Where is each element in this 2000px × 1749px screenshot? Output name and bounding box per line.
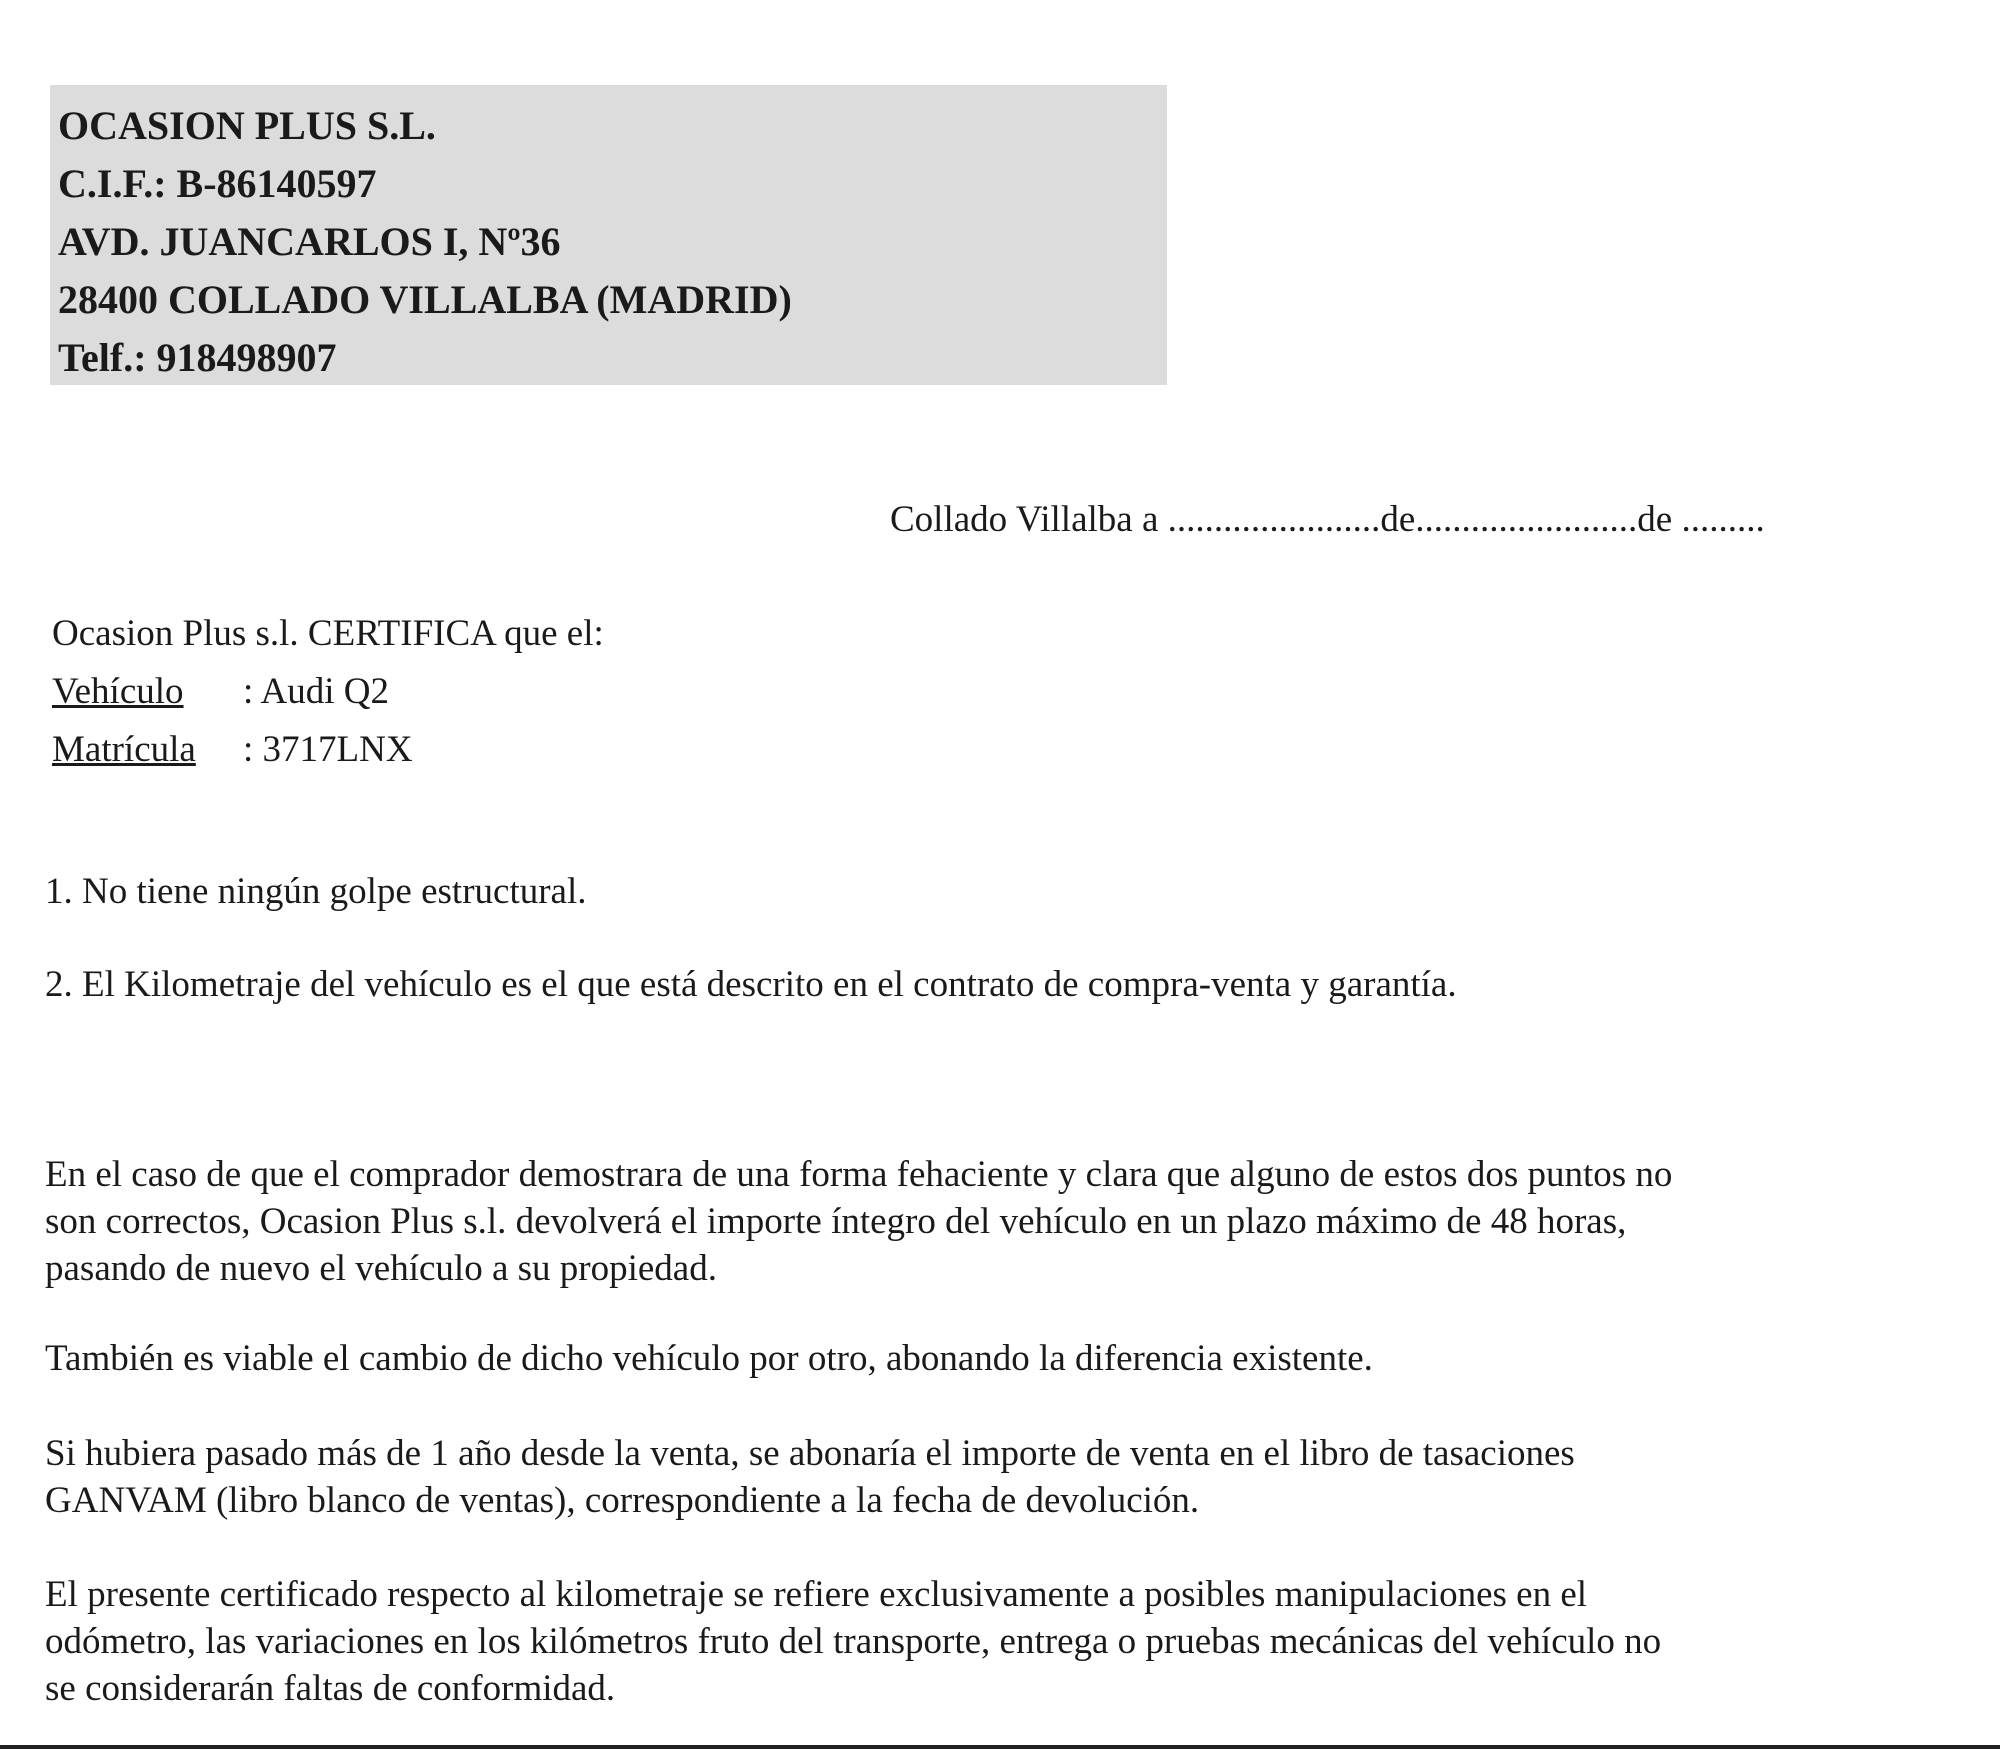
company-city: 28400 COLLADO VILLALBA (MADRID)	[58, 277, 792, 322]
refund-line: En el caso de que el comprador demostrara de una forma fehaciente y clara que alguno de estos dos puntos no	[45, 1154, 1673, 1195]
page-bottom-border	[0, 1745, 2000, 1749]
certification-block	[52, 605, 604, 779]
company-cif: C.I.F.: B-86140597	[58, 161, 377, 206]
after-year-line: GANVAM (libro blanco de ventas), correspondiente a la fecha de devolución.	[45, 1480, 1200, 1521]
refund-paragraph	[45, 1151, 1945, 1292]
refund-line: son correctos, Ocasion Plus s.l. devolverá el importe íntegro del vehículo en un plazo máximo de 48 horas,	[45, 1201, 1627, 1242]
point-2: 2. El Kilometraje del vehículo es el que está descrito en el contrato de compra-venta y garantía.	[45, 964, 1457, 1005]
mileage-line: El presente certificado respecto al kilometraje se refiere exclusivamente a posibles manipulaciones en el	[45, 1574, 1588, 1615]
mileage-paragraph	[45, 1571, 1945, 1712]
vehicle-value: : Audi Q2	[243, 671, 389, 712]
plate-label: Matrícula	[52, 729, 196, 770]
exchange-line: También es viable el cambio de dicho vehículo por otro, abonando la diferencia existente.	[45, 1338, 1373, 1379]
plate-row	[52, 721, 604, 779]
company-name: OCASION PLUS S.L.	[58, 103, 436, 148]
after-year-paragraph	[45, 1430, 1945, 1524]
point-1: 1. No tiene ningún golpe estructural.	[45, 871, 587, 912]
mileage-line: se considerarán faltas de conformidad.	[45, 1668, 616, 1709]
company-address: AVD. JUANCARLOS I, Nº36	[58, 219, 561, 264]
certification-intro: Ocasion Plus s.l. CERTIFICA que el:	[52, 613, 604, 654]
after-year-line: Si hubiera pasado más de 1 año desde la venta, se abonaría el importe de venta en el libro de tasaciones	[45, 1433, 1575, 1474]
company-phone: Telf.: 918498907	[58, 335, 337, 380]
date-line: Collado Villalba a .......................de........................de .........	[890, 499, 1765, 540]
vehicle-label: Vehículo	[52, 671, 184, 712]
exchange-paragraph	[45, 1335, 1945, 1382]
refund-line: pasando de nuevo el vehículo a su propiedad.	[45, 1248, 717, 1289]
plate-value: : 3717LNX	[243, 729, 413, 770]
company-header	[50, 85, 1167, 385]
mileage-line: odómetro, las variaciones en los kilómetros fruto del transporte, entrega o pruebas mecánicas del vehículo no	[45, 1621, 1662, 1662]
vehicle-row	[52, 663, 604, 721]
